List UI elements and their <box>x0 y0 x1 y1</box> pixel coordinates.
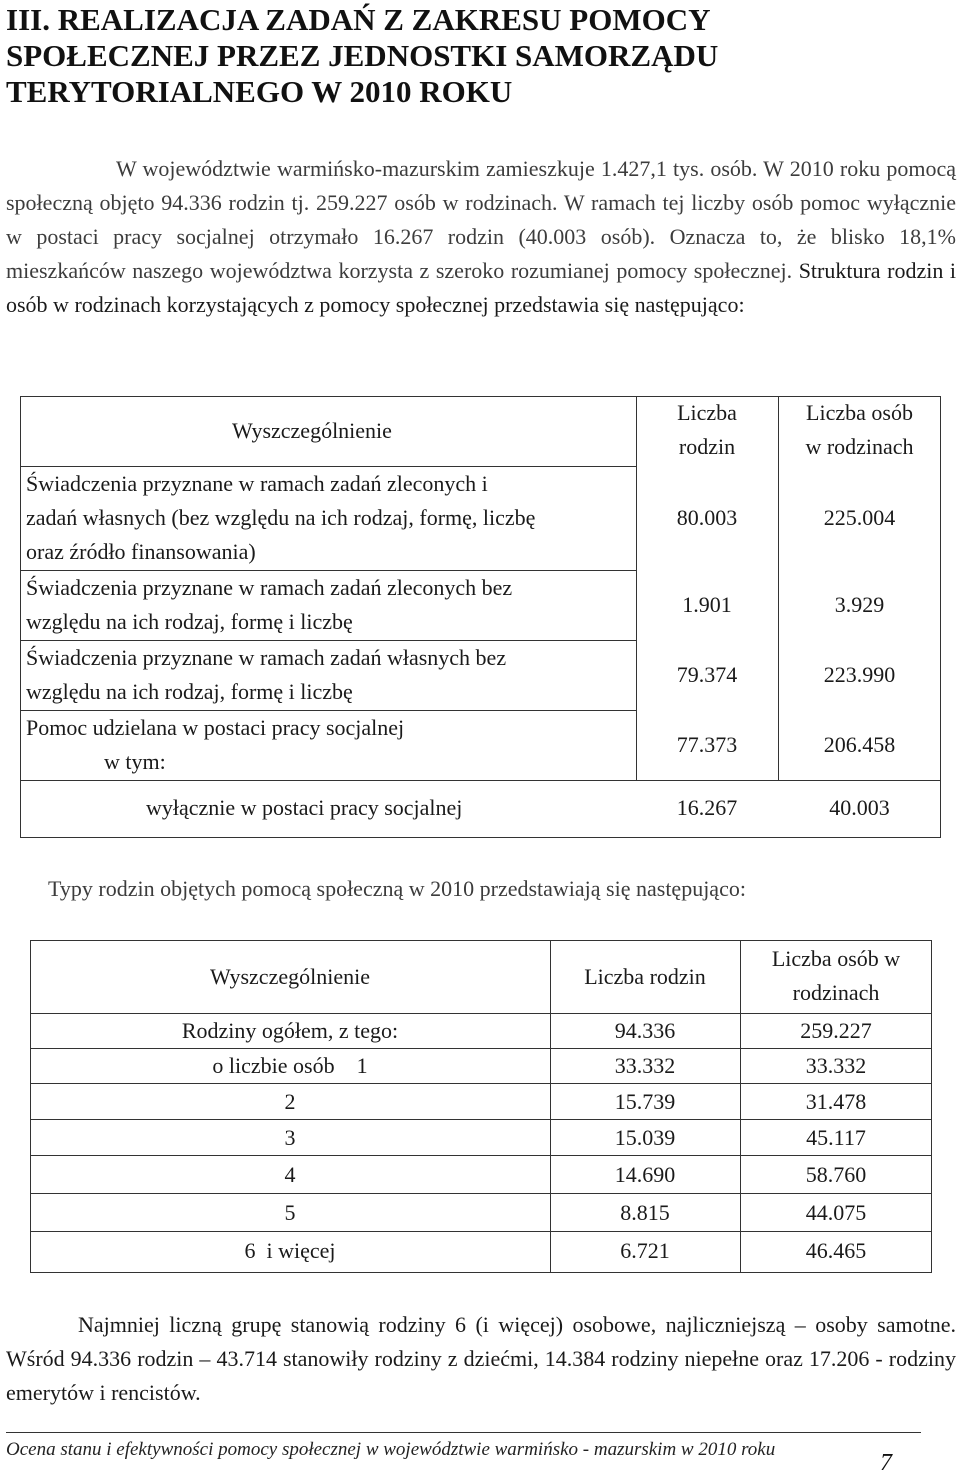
table-row-persons: 225.004 <box>823 505 896 530</box>
table-row-label: Świadczenia przyznane w ramach zadań zleconych bez względu na ich rodzaj, formę i liczbę <box>26 575 513 634</box>
table-row-label: 6 i więcej <box>244 1238 336 1263</box>
section-heading <box>6 2 946 110</box>
table1-header-persons: Liczba osób w rodzinach <box>805 400 914 459</box>
footer-rule <box>6 1432 921 1433</box>
family-types-intro: Typy rodzin objętych pomocą społeczną w 2010 przedstawiają się następująco: <box>48 876 746 901</box>
closing-paragraph: Najmniej liczną grupę stanowią rodziny 6 (i więcej) osobowe, najliczniejszą – osoby samotne. Wśród 94.336 rodzin – 43.714 stanowiły rodziny z dziećmi, 14.384 rodziny niepełne oraz 17.206 - rodziny emerytów i rencistów. <box>6 1312 956 1405</box>
table1-rule <box>20 780 941 781</box>
table-row-persons: 58.760 <box>805 1162 867 1187</box>
table-row-label: Pomoc udzielana w postaci pracy socjalnej w tym: <box>26 715 405 774</box>
table-row-families: 1.901 <box>682 592 732 617</box>
table2-rule <box>30 1083 932 1084</box>
table-row-families: 15.039 <box>614 1125 676 1150</box>
table-row-persons: 259.227 <box>800 1018 872 1043</box>
table-row-families: 79.374 <box>676 662 738 687</box>
table-row-persons: 206.458 <box>823 732 896 757</box>
table-row-families: 33.332 <box>614 1053 676 1078</box>
table-row-families: 6.721 <box>620 1238 670 1263</box>
table-row-label: Świadczenia przyznane w ramach zadań własnych bez względu na ich rodzaj, formę i liczbę <box>26 645 507 704</box>
table-row-families: 94.336 <box>614 1018 676 1043</box>
table-row-label: o liczbie osób 1 <box>212 1053 368 1078</box>
table1-header-families: Liczba rodzin <box>677 400 737 459</box>
intro-text-part-1: W województwie warmińsko-mazurskim zamieszkuje 1.427,1 tys. osób. W 2010 roku pomocą społeczną objęto 94.336 rodzin tj. 259.227 osób w rodzinach. W ramach tej liczby osób pomoc wyłącznie w postaci pracy socjalnej otrzymało 16.267 rodzin (40.003 osób). Oznacza to, że blisko 18,1% mieszkańców naszego województwa korzysta z szeroko rozumianej pomocy społecznej. <box>6 156 956 283</box>
page-number: 7 <box>880 1450 892 1476</box>
heading-line-3: TERYTORIALNEGO W 2010 ROKU <box>6 74 513 109</box>
table-row-persons: 44.075 <box>805 1200 867 1225</box>
table-row-label: 2 <box>284 1089 296 1114</box>
table-row-persons: 40.003 <box>829 795 890 820</box>
table-row-persons: 223.990 <box>823 662 896 687</box>
table2-rule <box>30 1155 932 1156</box>
intro-text-part-2: Struktura rodzin i osób w rodzinach korzystających z pomocy społecznej przedstawia się następująco: <box>6 258 956 317</box>
heading-line-2: SPOŁECZNEJ PRZEZ JEDNOSTKI SAMORZĄDU <box>6 38 719 73</box>
table-row-label: Rodziny ogółem, z tego: <box>181 1018 399 1043</box>
table-row-persons: 46.465 <box>805 1238 867 1263</box>
table1-header-desc: Wyszczególnienie <box>232 418 392 443</box>
table-row-families: 14.690 <box>614 1162 676 1187</box>
table2-rule <box>30 1231 932 1232</box>
table-row-label: 5 <box>284 1200 296 1225</box>
table-row-persons: 31.478 <box>805 1089 867 1114</box>
table-row-label: wyłącznie w postaci pracy socjalnej <box>146 795 463 820</box>
table2-header-persons: Liczba osób w rodzinach <box>771 946 901 1005</box>
table-row-persons: 33.332 <box>805 1053 867 1078</box>
table-row-label: 3 <box>284 1125 296 1150</box>
table-row-label: 4 <box>284 1162 296 1187</box>
table2-header-families: Liczba rodzin <box>584 964 706 989</box>
footer-text: Ocena stanu i efektywności pomocy społecznej w województwie warmińsko - mazurskim w 2010 roku <box>6 1439 776 1460</box>
table-row-persons: 3.929 <box>834 592 885 617</box>
heading-line-1: III. REALIZACJA ZADAŃ Z ZAKRESU POMOCY <box>6 2 711 37</box>
table-row-families: 80.003 <box>676 505 738 530</box>
table-row-label: Świadczenia przyznane w ramach zadań zleconych i zadań własnych (bez względu na ich rodzaj, formę, liczbę oraz źródło finansowania) <box>26 471 536 564</box>
table-row-families: 77.373 <box>676 732 738 757</box>
intro-paragraph <box>6 152 956 322</box>
table2-rule <box>30 1119 932 1120</box>
table-row-persons: 45.117 <box>806 1125 866 1150</box>
table-row-families: 8.815 <box>620 1200 670 1225</box>
table2-header-desc: Wyszczególnienie <box>210 964 370 989</box>
table-row-families: 15.739 <box>614 1089 676 1114</box>
table-row-families: 16.267 <box>676 795 738 820</box>
table2-rule <box>30 1193 932 1194</box>
